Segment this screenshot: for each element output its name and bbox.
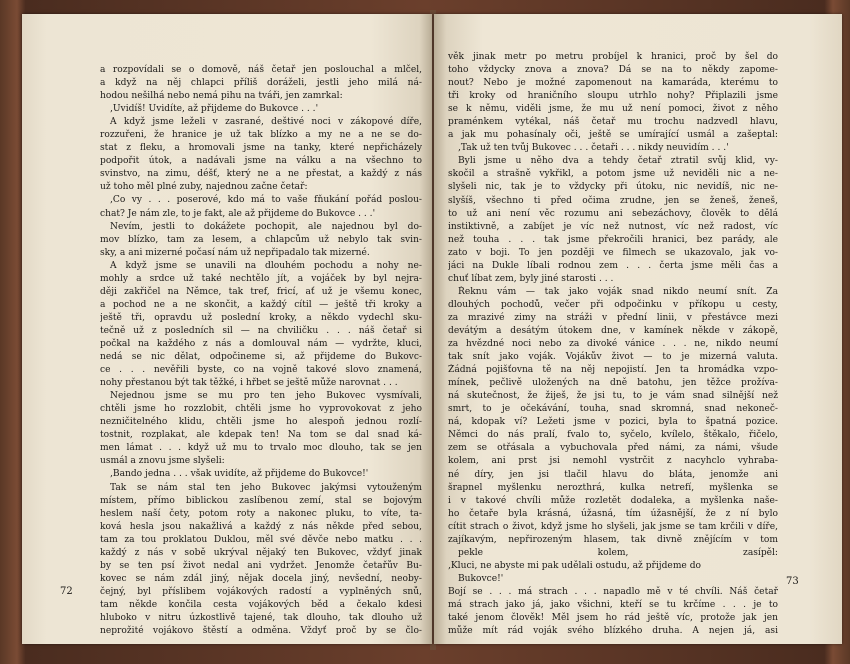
text-line: už toho měl plné zuby, najednou začne četař: [100, 182, 308, 193]
text-line: hodou nešilhá nebo nemá pihu na tváři, jen zamrkal: [100, 91, 343, 102]
text-line: ‚Co vy . . . poserové, kdo má to vaše fňukání pořád poslou- [110, 195, 422, 206]
text-line: chat? Je nám zle, to je fakt, ale až přijdeme do Bukovce . . .' [100, 208, 376, 219]
text-line: skočil a strašně vykřikl, a potom jsme už neviděli nic a ne- [448, 169, 778, 180]
text-line: né díry, jen jsi tlačil hlavu do bláta, jenomže ani [448, 469, 778, 480]
right-page-number: 73 [786, 576, 799, 587]
text-line: kolem, ani prst jsi nemohl vystrčit z nacyhclo vyhraba- [448, 456, 778, 467]
text-line: rozzuřeni, že hranice je už tak blízko a my ne a ne se do- [100, 130, 422, 141]
text-line: chtěli jsme ho rozzlobit, chtěli jsme ho vyprovokovat z jeho [100, 404, 422, 415]
text-line: za mrazivé zimy na stráži v přední linii, v přestávce mezi [448, 312, 778, 323]
text-line: a jak mu pohasínaly oči, ještě se umírající usmál a zašeptal: [448, 130, 778, 141]
text-line: zato v boji. To jen později ve filmech se ukazovalo, jak vo- [448, 247, 778, 258]
text-line: také jenom člověk! Měl jsem ho rád ještě víc, protože jak jen [448, 613, 778, 624]
left-page-number: 72 [60, 586, 73, 597]
text-line: A když jsme se unavili na dlouhém pochodu a nohy ne- [110, 260, 422, 271]
text-line: slyšíš, všechno ti před očima zrudne, jen se ženeš, ženeš, [448, 195, 778, 206]
text-line: neprožité vojákovo štěstí a odměna. Vždyť proč by se člo- [100, 626, 422, 637]
text-line: ještě tři, opravdu už poslední kroky, a někdo vydechl sku- [100, 312, 422, 323]
text-line: slyšeli nic, tak je to vždycky při útoku, nic nevidíš, nic ne- [448, 182, 778, 193]
text-line: zajíkavým, nepřirozeným hlasem, tak divně znějícím v tom [448, 534, 778, 545]
text-line: svinstvo, na zimu, déšť, který ne a ne přestat, a každý z nás [100, 169, 422, 180]
text-line: devátým a desátým útokem dne, v kamínek někde v zákopě, [448, 325, 778, 336]
text-line: věk jinak metr po metru probíjel k hranici, proč by šel do [448, 52, 778, 62]
text-line: by se ten psí život nedal ani vydržet. Jenomže četařův Bu- [100, 560, 422, 571]
text-line: Řeknu vám — tak jako voják snad nikdo neumí snít. Za [458, 286, 778, 297]
text-line: tam za tou proklatou Duklou, měl své děvče nebo matku . . . [100, 534, 422, 545]
text-line: Tak se nám stal ten jeho Bukovec jakýmsi vytouženým [110, 482, 422, 493]
right-page [434, 14, 842, 644]
text-line: chuť líbat zem, byly jiné starosti . . . [448, 273, 614, 284]
text-line: nohy přestanou být tak těžké, i hřbet se ještě může narovnat . . . [100, 378, 398, 389]
text-line: ná, kdopak ví? Ležeti jsme v pozici, byla to špatná pozice. [448, 417, 778, 428]
text-line: tam někde končila cesta vojákových běd a čekalo kdesi [100, 599, 422, 610]
text-line: nezničitelného klidu, chtěli jsme ho alespoň jednou rozlí- [100, 417, 422, 428]
text-line: tostnit, rozplakat, ale kdepak ten! Na tom se dal snad ká- [100, 430, 422, 441]
text-line: Němci do nás pralí, fvalo to, syčelo, kvílelo, štěkalo, řičelo, [448, 430, 778, 441]
text-line: praménkem vytékal, náš četař mu trochu nadzvedl hlavu, [448, 117, 778, 128]
text-line: Nevím, jestli to dokážete pochopit, ale najednou byl do- [110, 221, 422, 232]
text-line: sky, a ani mizerné počasí nám už nepřipadalo tak mizerné. [100, 247, 370, 258]
text-line: cítit strach o život, když jsme ho slyšeli, jak jsme se tam krčili v díře, [448, 521, 778, 532]
text-line: kovec se nám zdál jiný, nějak docela jiný, nevšední, neoby- [100, 573, 422, 584]
text-line: tečně už z posledních sil — na chviličku . . . náš četař si [100, 325, 422, 336]
text-line: tak snít jako voják. Vojákův život — to je mizerná valuta. [448, 352, 778, 363]
text-line: a pochod ne a ne skončit, a každý cítil — ještě tři kroky a [100, 299, 422, 310]
text-line: hluboko v nitru úzkostlivě tajené, tak dlouho, tak dlouho už [100, 612, 422, 623]
text-line: usmál a znovu jsme slyšeli: [100, 456, 225, 467]
text-line: ‚Bando jedna . . . však uvidíte, až přijdeme do Bukovce!' [110, 469, 369, 480]
text-line: nedá se nic dělat, odpočineme si, až přijdeme do Bukovc- [100, 352, 422, 363]
text-line: a rozpovídali se o domově, náš četař jen poslouchal a mlčel, [100, 65, 422, 75]
text-line: za hvězdné noci nebo za divoké vánice . . . ne, nikdo neumí [448, 339, 778, 350]
left-page [22, 14, 432, 644]
text-line: ‚Uvidíš! Uvidíte, až přijdeme do Bukovce . . .' [110, 104, 319, 115]
text-line: ce . . . nevěřili byste, co na vojně takové slovo znamená, [100, 365, 422, 376]
text-line: mohly a srdce už také nechtělo jít, a vojáček by byl nejra- [100, 273, 422, 284]
text-line: dlouhých pochodů, večer při odpočinku v příkopu u cesty, [448, 299, 778, 310]
text-line: mov blízko, tam za lesem, a chlapcům už nebylo tak svin- [100, 234, 422, 245]
text-line: mínek, pečlivě uložených na dně batohu, jen těžce prožíva- [448, 378, 778, 389]
text-line: šrapnel myšlenku nerozthrá, kulka netrefí, myšlenka se [448, 482, 778, 493]
text-line: Bojí se . . . má strach . . . napadlo mě v té chvíli. Náš četař [448, 586, 778, 597]
text-line: stat z fleku, a hromovali jsme na tanky, které nepřicházely [100, 143, 422, 154]
text-line: nout? Nebo je možné zapomenout na kamaráda, kterému to [448, 78, 778, 89]
right-page-text [448, 51, 778, 638]
text-line: jáci na Dukle líbali rodnou zem . . . čerta jsme měli čas a [448, 260, 778, 271]
text-line: má strach jako já, jako všichni, kteří se tu krčíme . . . je to [448, 599, 778, 610]
text-line: ná skutečnost, že žiješ, že jsi tu, to je vám snad silnější než [448, 391, 778, 402]
text-line: každý z nás v sobě ukrýval nějaký ten Bukovec, vždyť jinak [100, 547, 422, 558]
left-page-text [100, 64, 422, 638]
text-line: instiktivně, a zabíjet je víc než nutnost, víc než radost, víc [448, 221, 778, 232]
text-line: A když jsme leželi v zasrané, deštivé noci v zákopové díře, [110, 117, 422, 128]
text-line: ‚Kluci, ne abyste mi pak udělali ostudu, až přijdeme do [448, 560, 702, 571]
text-line: a když na něj chlapci příliš doráželi, jestli jeho milá ná- [100, 78, 422, 89]
text-line: ho četaře byla krásná, úžasná, tím úžasnější, že z ní bylo [448, 508, 778, 519]
text-line: místem, přímo biblickou zaslíbenou zemí, stal se bojovým [100, 495, 422, 506]
text-line: čejný, byl příslibem vojákových radostí a vyplněných snů, [100, 586, 422, 597]
text-line: zem se otřásala a vybuchovala před námi, za námi, všude [448, 443, 778, 454]
text-line: se k němu, viděli jsme, že mu už není pomoci, život z něho [448, 104, 778, 115]
text-line: ději zakřičel na Němce, tak tref, fricí, ať už je všemu konec, [100, 286, 422, 297]
text-line: men lámat . . . když už mu to trvalo moc dlouho, tak se jen [100, 443, 422, 454]
text-line: toho vždycky znova a znova? Dá se na to někdy zapome- [448, 65, 778, 76]
text-line: tři kroky od hraničního sloupu utrhlo nohy? Připlazili jsme [448, 91, 778, 102]
text-line: i v takové chvíli může rozletět dodaleka, a myšlenka naše- [448, 495, 778, 506]
text-line: ková hesla jsou nakažlivá a každý z nás někde před sebou, [100, 521, 422, 532]
text-line: může mít rád voják svého blízkého druha. A nejen já, asi [448, 626, 778, 637]
text-line: Nejednou jsme se mu pro ten jeho Bukovec vysmívali, [110, 391, 422, 402]
text-line: ‚Tak už ten tvůj Bukovec . . . četaři . . . nikdy neuvidím . . .' [458, 143, 729, 154]
text-line: Byli jsme u něho dva a tehdy četař ztratil svůj klid, vy- [458, 156, 778, 167]
text-line: pekle kolem, zasípěl: [458, 547, 778, 558]
text-line: Bukovce!' [458, 573, 504, 584]
text-line: Žádná pojišťovna tě na něj nepojistí. Jen ta hromádka vzpo- [448, 365, 778, 376]
text-line: podpořit útok, a nadávali jsme na válku a na všechno to [100, 156, 422, 167]
text-line: to už ani není věc rozumu ani sebezáchovy, člověk to dělá [448, 208, 778, 219]
text-line: smrt, to je očekávání, touha, snad skromná, snad nekoneč- [448, 404, 778, 415]
text-line: počkal na každého z nás a domlouval nám — vydržte, kluci, [100, 338, 422, 349]
text-line: než touha . . . tak jsme překročili hranici, bez parády, ale [448, 234, 778, 245]
text-line: heslem naší čety, potom roty a nakonec pluku, to víte, ta- [100, 508, 422, 519]
